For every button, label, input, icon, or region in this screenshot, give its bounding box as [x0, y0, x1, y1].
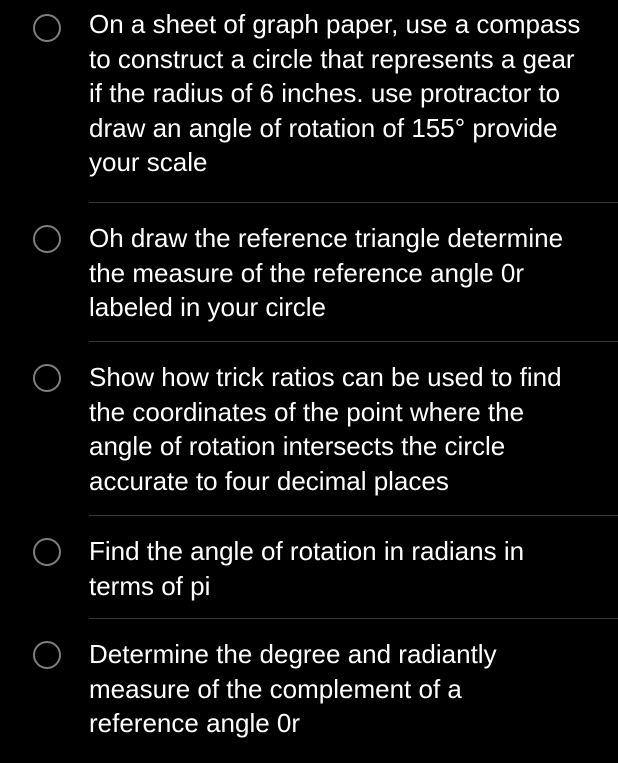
completion-circle-icon[interactable] [33, 225, 61, 253]
completion-circle-icon[interactable] [33, 364, 61, 392]
reminder-text[interactable]: Show how trick ratios can be used to find the coordinates of the point where the angle of rotation intersects the circle accurate to four decimal places [89, 362, 562, 496]
completion-circle-icon[interactable] [33, 641, 61, 669]
reminder-text[interactable]: Determine the degree and radiantly measure of the complement of a reference angle 0r [89, 639, 497, 738]
divider [89, 202, 618, 203]
reminder-text[interactable]: Oh draw the reference triangle determine the measure of the reference angle 0r labeled in your circle [89, 223, 564, 322]
completion-circle-icon[interactable] [33, 538, 61, 566]
reminder-text[interactable]: On a sheet of graph paper, use a compass to construct a circle that represents a gear if the radius of 6 inches. use protractor to draw an angle of rotation of 155° provide your scale [89, 9, 581, 177]
completion-circle-icon[interactable] [33, 14, 61, 42]
reminder-text[interactable]: Find the angle of rotation in radians in terms of pi [89, 536, 525, 601]
divider [89, 618, 618, 619]
divider [89, 515, 618, 516]
divider [89, 341, 618, 342]
